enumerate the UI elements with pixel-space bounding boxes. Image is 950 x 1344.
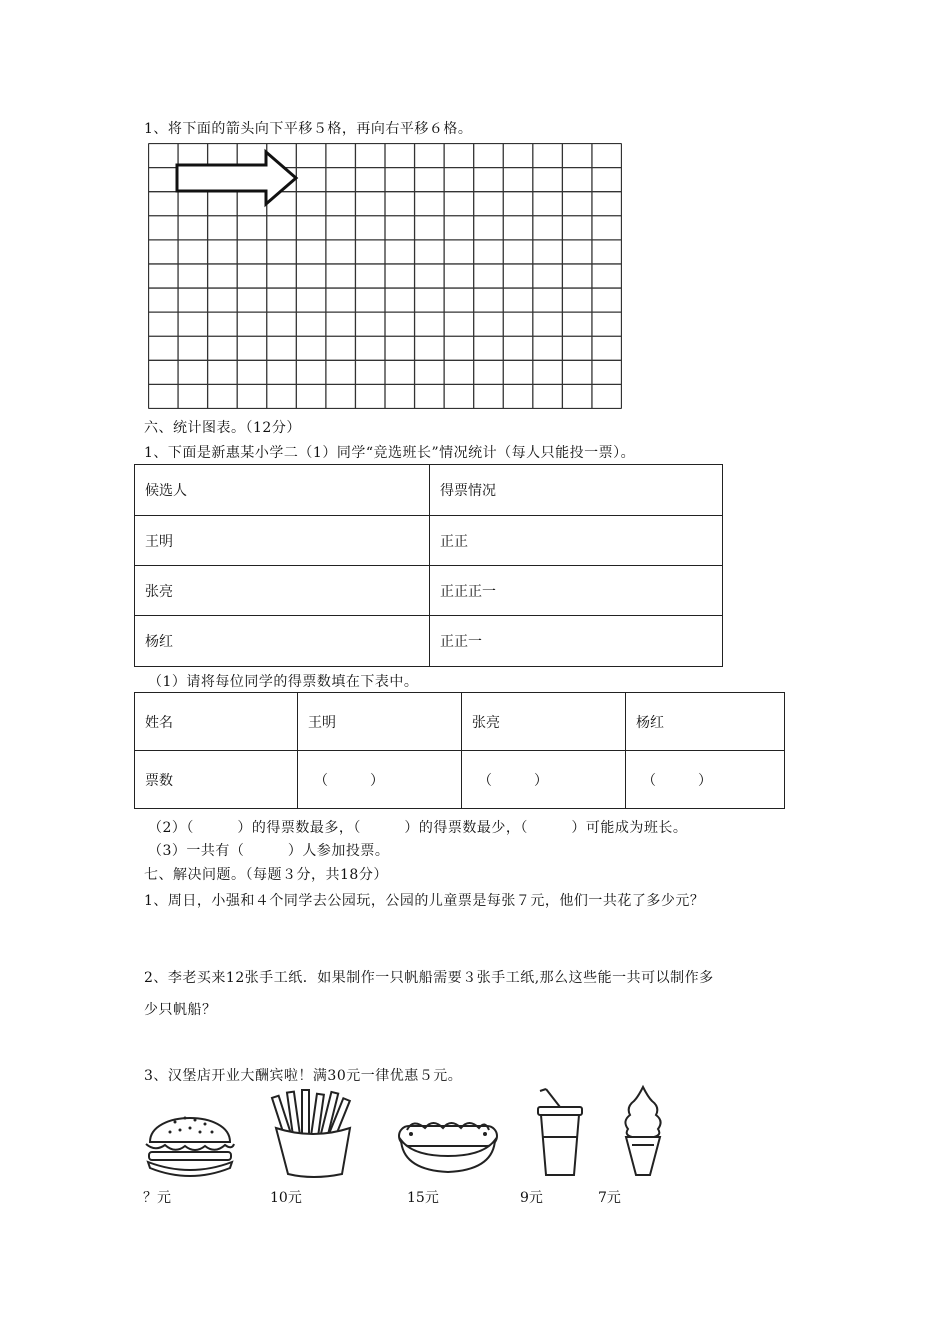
tally-cell: 正正正一 <box>430 566 723 616</box>
tally-cell: 杨红 <box>135 616 430 667</box>
drink-cup-icon <box>532 1085 592 1181</box>
price-drink: 9元 <box>520 1190 543 1206</box>
vote-blank[interactable] <box>626 751 785 809</box>
vote-blank[interactable] <box>462 751 626 809</box>
problem-2-line-2: 少只帆船？ <box>144 1002 217 1018</box>
price-burger: ？元 <box>143 1190 171 1206</box>
hotdog-icon <box>393 1100 503 1180</box>
vote-header-name: 姓名 <box>135 693 298 751</box>
question-6-1-text: 1、下面是新惠某小学二（1）同学“竞选班长”情况统计（每人只能投一票）。 <box>144 445 636 461</box>
tally-table <box>134 464 723 667</box>
arrow-shape <box>177 152 296 204</box>
price-fries: 10元 <box>270 1190 302 1206</box>
section-7-title: 七、解决问题。（每题３分，共18分） <box>144 867 388 883</box>
vote-header-cell: 杨红 <box>626 693 785 751</box>
vote-count-table <box>134 692 785 809</box>
vote-header-cell: 王明 <box>298 693 462 751</box>
vote-blank[interactable] <box>298 751 462 809</box>
vote-row-label: 票数 <box>135 751 298 809</box>
burger-icon <box>140 1100 240 1180</box>
tally-cell: 王明 <box>135 516 430 566</box>
problem-3-text: 3、汉堡店开业大酬宾啦！满30元一律优惠５元。 <box>144 1068 463 1084</box>
blank-paren: （ ） <box>642 772 712 789</box>
translation-grid <box>148 143 622 413</box>
vote-header-cell: 张亮 <box>462 693 626 751</box>
ice-cream-icon <box>618 1083 668 1179</box>
tally-cell: 正正一 <box>430 616 723 667</box>
blank-paren: （ ） <box>314 772 384 789</box>
sub-question-3: （3）一共有（ ）人参加投票。 <box>148 843 390 859</box>
section-6-title: 六、统计图表。（12分） <box>144 420 301 436</box>
problem-1-text: 1、周日，小强和４个同学去公园玩，公园的儿童票是每张７元，他们一共花了多少元？ <box>144 893 705 909</box>
tally-cell: 正正 <box>430 516 723 566</box>
price-hotdog: 15元 <box>407 1190 439 1206</box>
blank-paren: （ ） <box>478 772 548 789</box>
sub-question-1: （1）请将每位同学的得票数填在下表中。 <box>148 674 419 690</box>
grid-svg <box>148 143 622 409</box>
sub-question-2: （2）（ ）的得票数最多，（ ）的得票数最少，（ ）可能成为班长。 <box>148 820 688 836</box>
tally-header-votes: 得票情况 <box>430 465 723 516</box>
fries-icon <box>268 1088 358 1178</box>
tally-cell: 张亮 <box>135 566 430 616</box>
problem-2-line-1: 2、李老买来12张手工纸．如果制作一只帆船需要３张手工纸,那么这些能一共可以制作多 <box>144 970 714 986</box>
tally-header-candidate: 候选人 <box>135 465 430 516</box>
question-1-text: 1、将下面的箭头向下平移５格，再向右平移６格。 <box>144 121 473 137</box>
price-ice-cream: 7元 <box>598 1190 621 1206</box>
